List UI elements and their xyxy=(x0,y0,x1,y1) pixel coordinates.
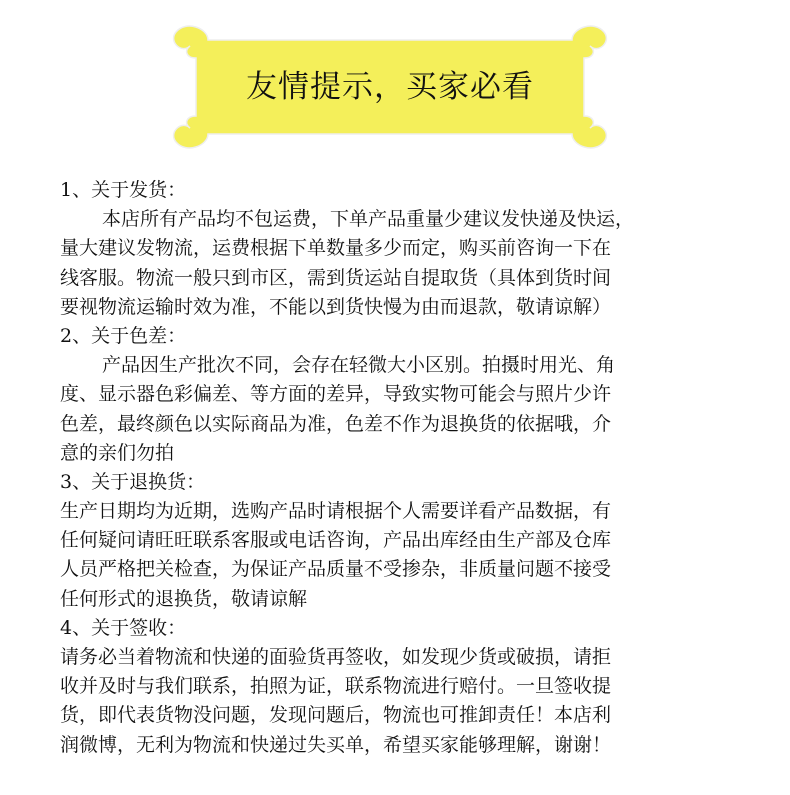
section-line: 生产日期均为近期，选购产品时请根据个人需要详看产品数据，有 xyxy=(60,500,612,523)
section-line: 线客服。物流一般只到市区，需到货运站自提取货（具体到货时间 xyxy=(60,266,612,289)
section-heading: 4、关于签收： xyxy=(60,616,187,639)
section-line: 货，即代表货物没问题，发现问题后，物流也可推卸责任！本店利 xyxy=(60,704,612,727)
section-heading: 1、关于发货： xyxy=(60,179,187,201)
section-line: 意的亲们勿拍 xyxy=(60,441,175,464)
section-receipt xyxy=(60,614,760,760)
section-heading: 3、关于退换货： xyxy=(60,470,206,493)
section-line: 要视物流运输时效为准，不能以到货快慢为由而退款，敬请谅解） xyxy=(60,295,612,318)
section-line: 收并及时与我们联系，拍照为证，联系物流进行赔付。一旦签收提 xyxy=(60,675,612,698)
section-line: 色差，最终颜色以实际商品为准，色差不作为退换货的依据哦，介 xyxy=(60,412,612,435)
section-line: 人员严格把关检查，为保证产品质量不受掺杂，非质量问题不接受 xyxy=(60,558,612,581)
scroll-banner xyxy=(150,12,630,162)
section-shipping xyxy=(60,176,760,322)
section-color-difference xyxy=(60,322,760,468)
section-line: 度、显示器色彩偏差、等方面的差异，导致实物可能会与照片少许 xyxy=(60,383,612,406)
banner-title: 友情提示，买家必看 xyxy=(246,69,534,105)
section-line: 产品因生产批次不同，会存在轻微大小区别。拍摄时用光、角 xyxy=(102,354,616,377)
section-returns xyxy=(60,468,760,614)
section-line: 请务必当着物流和快递的面验货再签收，如发现少货或破损，请拒 xyxy=(60,646,612,668)
section-line: 任何形式的退换货，敬请谅解 xyxy=(60,587,308,610)
section-line: 本店所有产品均不包运费，下单产品重量少建议发快递及快运， xyxy=(102,208,635,231)
notice-content xyxy=(60,176,760,760)
section-line: 润微博，无利为物流和快递过失买单，希望买家能够理解，谢谢！ xyxy=(60,733,612,756)
section-line: 量大建议发物流，运费根据下单数量多少而定，购买前咨询一下在 xyxy=(60,237,612,260)
section-line: 任何疑问请旺旺联系客服或电话咨询，产品出库经由生产部及仓库 xyxy=(60,529,612,552)
section-heading: 2、关于色差： xyxy=(60,324,187,347)
